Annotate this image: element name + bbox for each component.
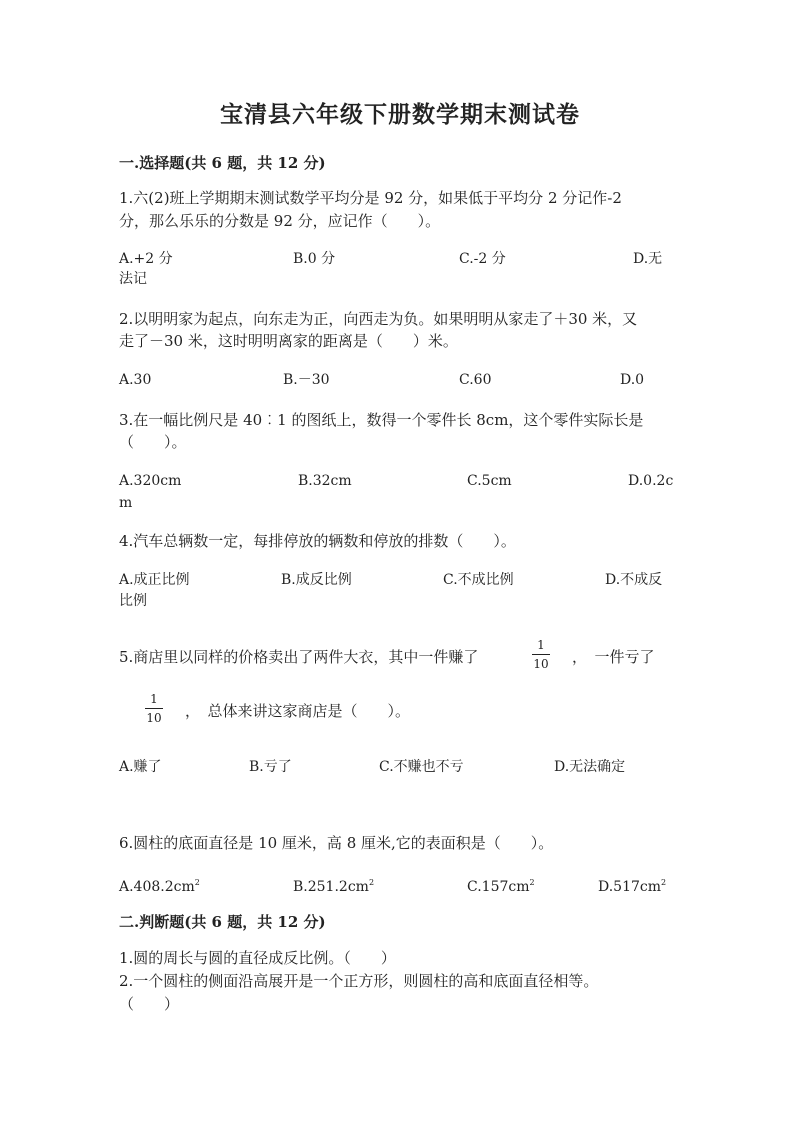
section-heading-choice: 一.选择题(共 6 题，共 12 分): [119, 154, 326, 172]
question-6-option-b: [293, 873, 374, 897]
question-4-option-a: A.成正比例: [119, 572, 190, 588]
option-text: A.408.2cm: [119, 879, 195, 895]
squared-superscript: 2: [194, 878, 200, 887]
question-4-line-1: 4.汽车总辆数一定，每排停放的辆数和停放的排数（ ）。: [119, 532, 516, 550]
question-6-option-d: [598, 873, 666, 897]
squared-superscript: 2: [368, 878, 375, 887]
question-1-line-1: 1.六(2)班上学期期末测试数学平均分是 92 分，如果低于平均分 2 分记作-2: [119, 189, 622, 207]
question-6-option-c: [467, 873, 535, 897]
question-3-option-a: A.320cm: [119, 473, 182, 489]
question-3-option-d: D.0.2c: [628, 473, 674, 489]
squared-superscript: 2: [661, 878, 667, 887]
question-1-option-c: C.-2 分: [459, 251, 506, 267]
question-1-option-a: A.+2 分: [119, 251, 173, 267]
section-heading-judgement: 二.判断题(共 6 题，共 12 分): [119, 913, 326, 931]
question-5-option-a: A.赚了: [119, 759, 162, 775]
question-6-option-a: [119, 873, 200, 897]
fraction-numerator-2: 1: [150, 692, 158, 706]
judgement-2-line-1: 2.一个圆柱的侧面沿高展开是一个正方形，则圆柱的高和底面直径相等。: [119, 972, 599, 990]
question-2-option-c: C.60: [459, 372, 492, 388]
fraction-bar-2: [145, 708, 163, 709]
question-5-line-2: ， 总体来讲这家商店是（ ）。: [185, 702, 411, 720]
question-6-line-1: 6.圆柱的底面直径是 10 厘米，高 8 厘米,它的表面积是（ ）。: [119, 834, 554, 852]
question-5-option-d: D.无法确定: [554, 759, 626, 775]
question-5-line-1: 5.商店里以同样的价格卖出了两件大衣，其中一件赚了: [119, 648, 479, 666]
fraction-one-tenth: [532, 638, 550, 671]
question-5-option-b: B.亏了: [249, 759, 292, 775]
judgement-1-line-1: 1.圆的周长与圆的直径成反比例。（ ）: [119, 949, 396, 967]
question-1-option-d: D.无: [633, 251, 663, 267]
question-3-option-b: B.32cm: [298, 473, 352, 489]
question-2-line-2: 走了－30 米，这时明明离家的距离是（ ）米。: [119, 332, 458, 350]
question-3-option-d-wrap: m: [119, 495, 133, 511]
question-5-option-c: C.不赚也不亏: [379, 759, 464, 775]
judgement-2-line-2: （ ）: [119, 995, 180, 1013]
question-4-option-d-wrap: 比例: [119, 593, 147, 609]
question-2-option-b: B.－30: [283, 372, 330, 388]
question-2-line-1: 2.以明明家为起点，向东走为正，向西走为负。如果明明从家走了＋30 米，又: [119, 310, 638, 328]
question-4-option-d: D.不成反: [605, 572, 663, 588]
question-2-option-d: D.0: [620, 372, 645, 388]
question-4-option-b: B.成反比例: [281, 572, 352, 588]
fraction-denominator: 10: [533, 657, 549, 671]
question-1-option-b: B.0 分: [293, 251, 336, 267]
question-3-option-c: C.5cm: [467, 473, 512, 489]
question-2-option-a: A.30: [119, 372, 152, 388]
question-3-line-2: （ ）。: [119, 433, 187, 451]
squared-superscript: 2: [529, 878, 535, 887]
option-text: B.251.2cm: [293, 879, 369, 895]
fraction-one-tenth-2: [145, 692, 163, 725]
option-text: C.157cm: [467, 879, 530, 895]
fraction-bar: [532, 654, 550, 655]
option-text: D.517cm: [598, 879, 662, 895]
question-1-line-2: 分，那么乐乐的分数是 92 分，应记作（ ）。: [119, 212, 441, 230]
fraction-denominator-2: 10: [146, 711, 162, 725]
question-5-line-1-end: ， 一件亏了: [572, 648, 655, 666]
question-3-line-1: 3.在一幅比例尺是 40︰1 的图纸上，数得一个零件长 8cm，这个零件实际长是: [119, 411, 644, 429]
question-4-option-c: C.不成比例: [443, 572, 514, 588]
page-title: 宝清县六年级下册数学期末测试卷: [220, 101, 580, 128]
question-1-option-d-wrap: 法记: [119, 271, 147, 287]
fraction-numerator: 1: [537, 638, 545, 652]
